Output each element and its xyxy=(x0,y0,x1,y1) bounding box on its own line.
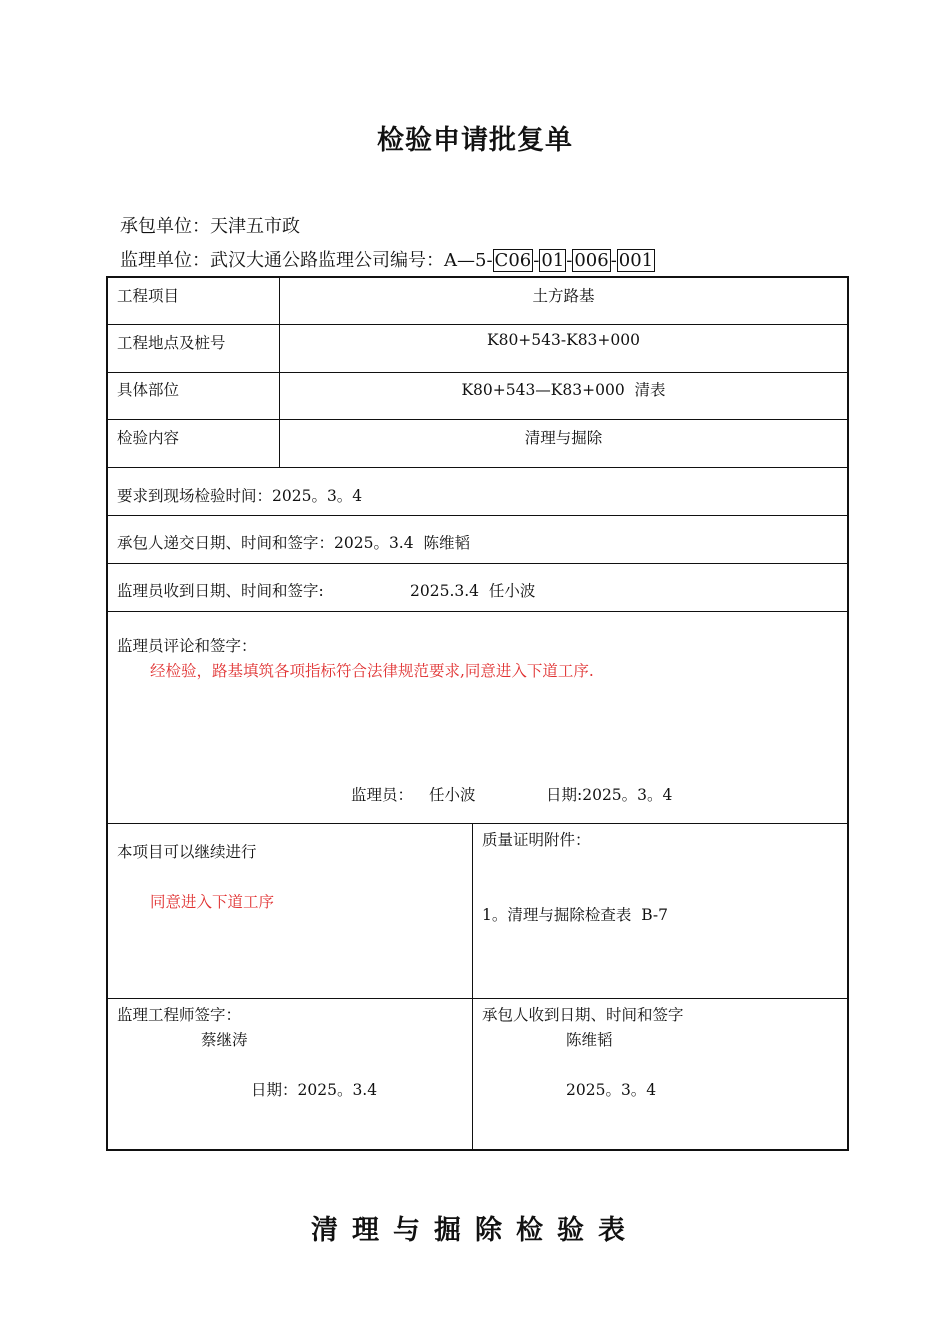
code-part-1: C06 xyxy=(494,250,532,271)
contractor-receive-label: 承包人收到日期、时间和签字 xyxy=(482,1006,684,1024)
row-value-location: K80+543-K83+000 xyxy=(487,331,640,349)
engineer-label: 监理工程师签字： xyxy=(117,1006,242,1024)
supervisor-line-prefix: 监理单位：武汉大通公路监理公司编号：A—5- xyxy=(120,250,493,271)
row-label-project: 工程项目 xyxy=(117,287,180,305)
contractor-receive-date: 2025。3。4 xyxy=(566,1081,657,1099)
code-part-3: 006 xyxy=(574,250,609,271)
code-part-4: 001 xyxy=(618,250,654,271)
inspection-time: 要求到现场检验时间：2025。3。4 xyxy=(117,487,363,505)
row-divider xyxy=(108,611,847,612)
supervisor-receive-label: 监理员收到日期、时间和签字: xyxy=(117,582,324,600)
row-divider xyxy=(108,419,847,420)
column-divider xyxy=(472,823,473,1149)
code-sep-1: - xyxy=(533,250,540,271)
supervisor-date: 日期:2025。3。4 xyxy=(546,786,673,804)
contractor-submit: 承包人递交日期、时间和签字：2025。3.4 陈维韬 xyxy=(117,534,470,552)
row-divider xyxy=(108,998,847,999)
continue-label: 本项目可以继续进行 xyxy=(117,843,257,861)
row-label-part: 具体部位 xyxy=(117,381,180,399)
engineer-name: 蔡继涛 xyxy=(201,1031,248,1049)
code-sep-3: - xyxy=(610,250,617,271)
comment-label: 监理员评论和签字： xyxy=(117,637,257,655)
code-part-2: 01 xyxy=(541,250,565,271)
continue-text: 同意进入下道工序 xyxy=(150,893,275,911)
approval-form-table xyxy=(106,276,849,1151)
document-title: 检验申请批复单 xyxy=(377,125,573,156)
supervisor-receive-value: 2025.3.4 任小波 xyxy=(410,582,536,600)
attachment-item: 1。清理与掘除检查表 B-7 xyxy=(482,906,668,924)
attachment-label: 质量证明附件： xyxy=(482,831,591,849)
next-section-title: 清理与掘除检验表 xyxy=(311,1215,639,1246)
supervisor-label: 监理员： xyxy=(351,786,414,804)
row-divider xyxy=(108,324,847,325)
row-label-location: 工程地点及桩号 xyxy=(117,334,226,352)
row-divider xyxy=(108,467,847,468)
code-sep-2: - xyxy=(566,250,573,271)
row-divider xyxy=(108,515,847,516)
row-value-content: 清理与掘除 xyxy=(524,429,603,447)
contractor-line: 承包单位：天津五市政 xyxy=(120,216,300,237)
row-divider xyxy=(108,823,847,824)
row-divider xyxy=(108,372,847,373)
contractor-receive-name: 陈维韬 xyxy=(566,1031,613,1049)
comment-text: 经检验，路基填筑各项指标符合法律规范要求,同意进入下道工序. xyxy=(150,662,594,680)
supervisor-line xyxy=(120,246,655,272)
row-value-project: 土方路基 xyxy=(532,287,595,305)
supervisor-name: 任小波 xyxy=(429,786,476,804)
row-label-content: 检验内容 xyxy=(117,429,180,447)
engineer-date: 日期：2025。3.4 xyxy=(251,1081,378,1099)
row-value-part: K80+543—K83+000 清表 xyxy=(461,381,666,399)
row-divider xyxy=(108,563,847,564)
